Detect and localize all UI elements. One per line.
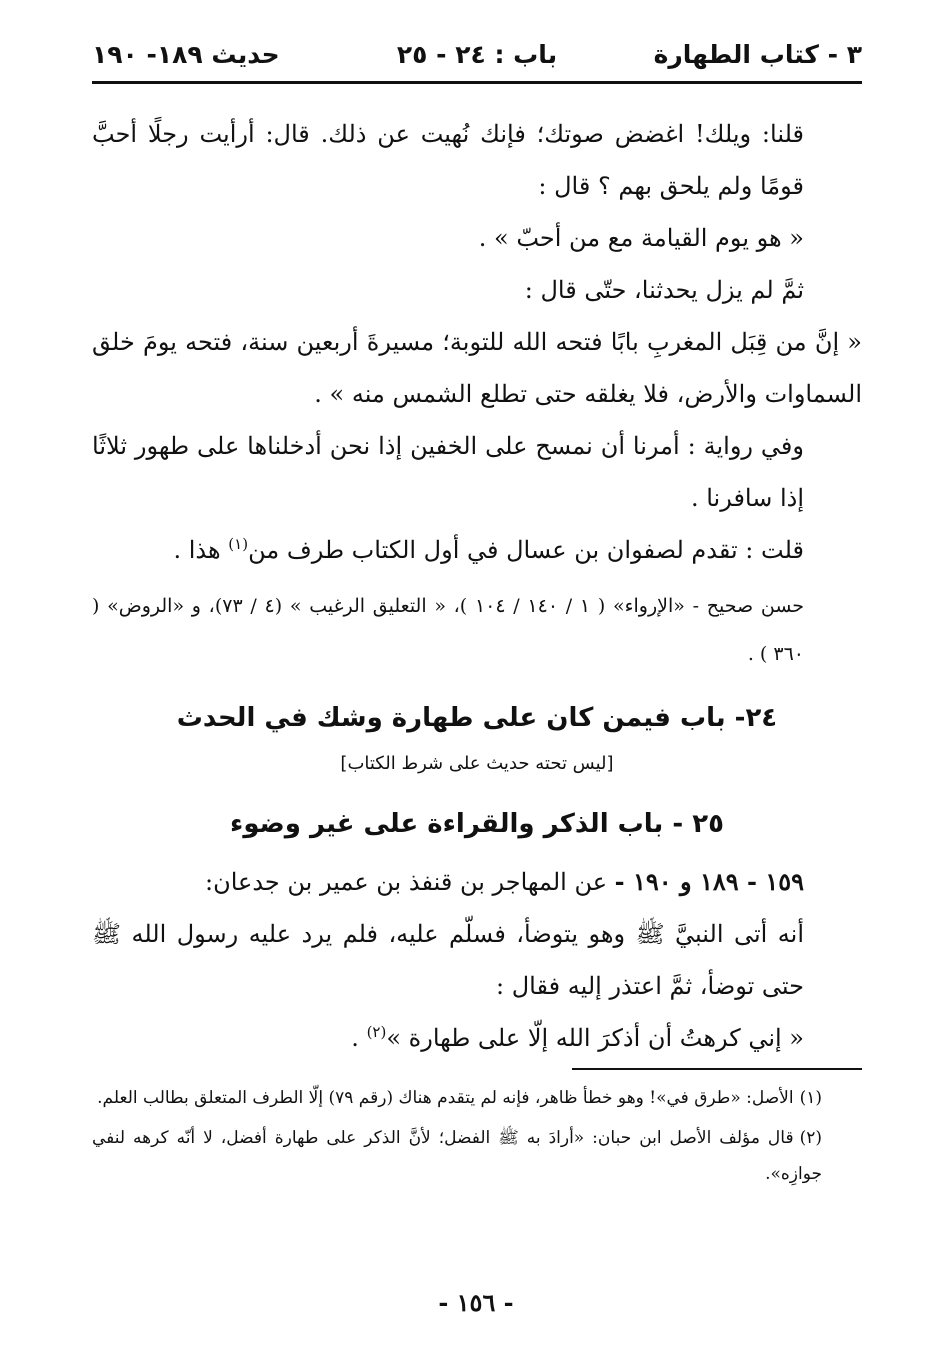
header-hadith-range: حديث ١٨٩- ١٩٠	[92, 40, 280, 69]
footnote-number: (١)	[799, 1088, 822, 1108]
running-header	[92, 40, 862, 84]
footnote-1	[92, 1080, 862, 1116]
footnote-text: قال مؤلف الأصل ابن حبان: «أرادَ به ﷺ الفضل؛ لأنَّ الذكر على طهارة أفضل، لا أنّه كرهه لنفي جوازِه».	[92, 1128, 822, 1184]
paragraph: ثمَّ لم يزل يحدثنا، حتّى قال :	[524, 276, 804, 304]
footnotes	[92, 1080, 862, 1196]
prophetic-quote: « هو يوم القيامة مع من أحبّ » .	[478, 224, 804, 252]
quote-text: « إني كرهتُ أن أذكرَ الله إلّا على طهارة »	[386, 1024, 804, 1052]
footnote-text: الأصل: «طرق في»! وهو خطأ ظاهر، فإنه لم يتقدم هناك (رقم ٧٩) إلّا الطرف المتعلق بطالب العلم.	[97, 1088, 794, 1108]
hadith-chain: عن المهاجر بن قنفذ بن عمير بن جدعان:	[204, 868, 615, 896]
header-book-title: ٣ - كتاب الطهارة	[653, 40, 862, 69]
narration-variant: وفي رواية : أمرنا أن نمسح على الخفين إذا نحن أدخلناها على طهور ثلاثًا إذا سافرنا .	[92, 432, 804, 512]
chapter-title-24: ٢٤- باب فيمن كان على طهارة وشك في الحدث	[176, 703, 778, 733]
footnote-marker[interactable]: (١)	[228, 535, 249, 553]
footnote-separator	[572, 1068, 862, 1070]
main-text	[92, 108, 862, 1064]
header-rule	[92, 81, 862, 84]
author-comment-text: قلت : تقدم لصفوان بن عسال في أول الكتاب طرف من	[248, 536, 804, 564]
header-chapter-range: باب : ٢٤ - ٢٥	[396, 40, 558, 69]
footnote-number: (٢)	[799, 1128, 822, 1148]
chapter-note: [ليس تحته حديث على شرط الكتاب]	[340, 753, 614, 774]
prophetic-quote	[92, 1012, 862, 1064]
prophetic-quote: « إنَّ من قِبَل المغربِ بابًا فتحه الله للتوبة؛ مسيرةَ أربعين سنة، فتحه يومَ خلق السماوات والأرض، فلا يغلقه حتى تطلع الشمس منه » .	[92, 328, 862, 408]
page-number: - ١٥٦ -	[438, 1288, 514, 1317]
paragraph: قلنا: ويلك! اغضض صوتك؛ فإنك نُهيت عن ذلك. قال: أرأيت رجلًا أحبَّ قومًا ولم يلحق بهم ؟ قال :	[92, 120, 804, 200]
hadith-number: ١٥٩ - ١٨٩ و ١٩٠ -	[614, 867, 804, 896]
footnote-2	[92, 1120, 862, 1192]
chapter-title-25: ٢٥ - باب الذكر والقراءة على غير وضوء	[230, 809, 724, 839]
footnote-marker[interactable]: (٢)	[366, 1023, 387, 1041]
hadith-heading	[92, 856, 862, 908]
author-comment-end: هذا .	[173, 536, 229, 564]
hadith-text: أنه أتى النبيَّ ﷺ وهو يتوضأ، فسلّم عليه، فلم يرد عليه رسول الله ﷺ حتى توضأ، ثمَّ اعتذر إليه فقال :	[92, 920, 804, 1000]
author-comment	[92, 524, 862, 576]
quote-end: .	[351, 1024, 367, 1052]
hadith-grading: حسن صحيح - «الإرواء» ( ١ / ١٤٠ / ١٠٤ )، « التعليق الرغيب » (٤ / ٧٣)، و «الروض» ( ٣٦٠ ) .	[92, 595, 805, 665]
